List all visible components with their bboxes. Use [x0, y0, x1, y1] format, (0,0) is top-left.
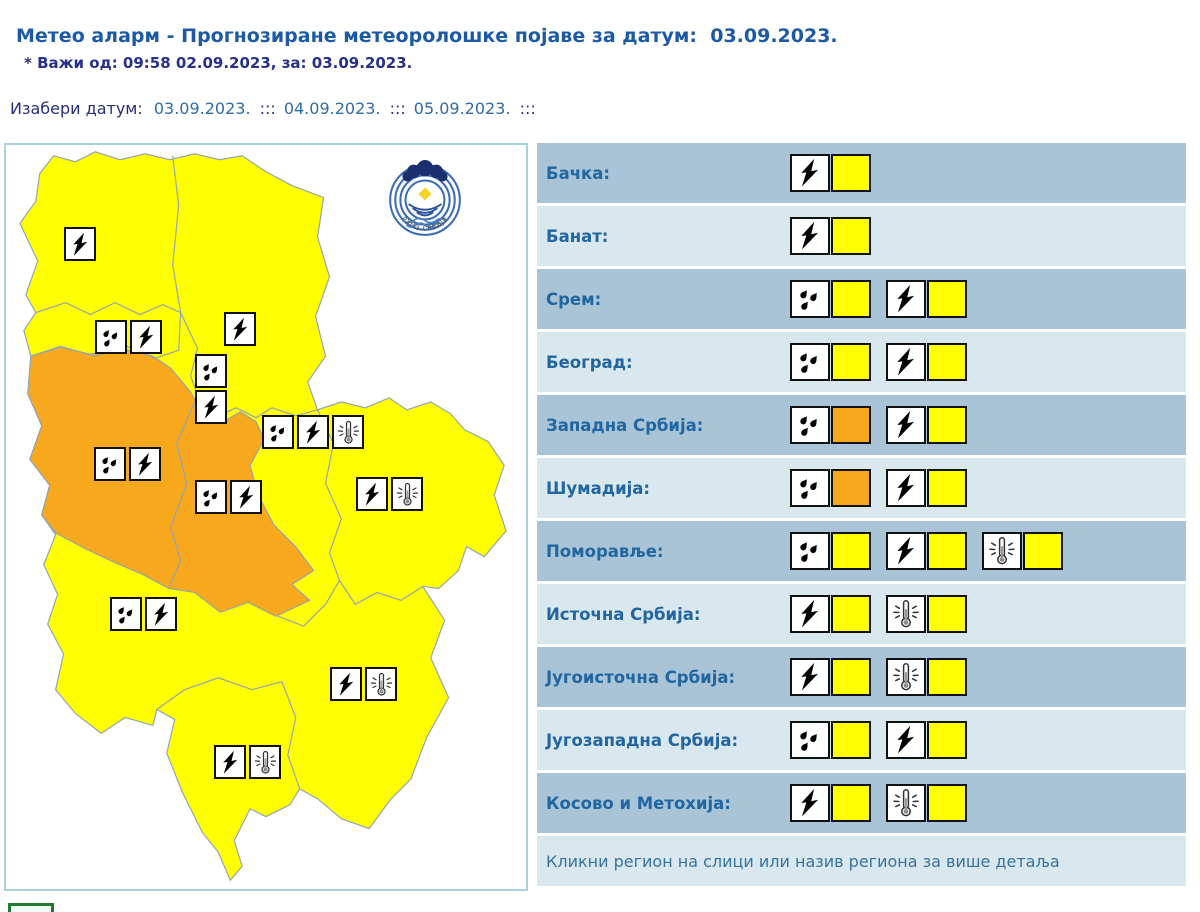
warning-icons — [790, 143, 871, 203]
warning-level-box-yellow — [927, 280, 967, 318]
region-link-zapadna[interactable]: Западна Србија: — [546, 415, 704, 435]
warning-icon-box — [886, 469, 926, 507]
map-icon-box — [64, 227, 96, 261]
region-row-pomoravlje — [537, 521, 1186, 581]
warning-rain-yellow — [790, 280, 871, 318]
rain-icon — [795, 284, 825, 314]
warning-thunderstorm-yellow — [886, 280, 967, 318]
thunderstorm-icon — [891, 473, 921, 503]
legend-box-partial — [8, 903, 54, 912]
thunderstorm-icon — [795, 599, 825, 629]
warning-rain-yellow — [790, 721, 871, 759]
region-row-backa — [537, 143, 1186, 203]
date-links — [148, 99, 538, 118]
map-marker-Западна Србија[interactable] — [94, 447, 161, 481]
warning-thunderstorm-yellow — [790, 658, 871, 696]
warning-icon-box — [790, 217, 830, 255]
warning-level-box-yellow — [927, 721, 967, 759]
region-row-srem — [537, 269, 1186, 329]
thunderstorm-icon — [301, 420, 326, 445]
map-icon-box — [195, 480, 227, 514]
map-icon-box — [297, 415, 329, 449]
thunderstorm-icon — [891, 347, 921, 377]
warning-level-box-yellow — [927, 595, 967, 633]
warning-high-temperature-yellow — [886, 784, 967, 822]
warning-icons — [790, 584, 967, 644]
map-icon-box — [145, 597, 177, 631]
page-title: Метео аларм - Прогнозиране метеоролошке појаве за датум: 03.09.2023. — [16, 24, 838, 47]
region-link-jugoistocna[interactable]: Југоисточна Србија: — [546, 667, 736, 687]
region-link-backa[interactable]: Бачка: — [546, 163, 610, 183]
date-link[interactable]: 03.09.2023. — [153, 99, 251, 118]
warning-icons — [790, 206, 871, 266]
warning-level-box-yellow — [831, 343, 871, 381]
thunderstorm-icon — [795, 788, 825, 818]
map-icon-box — [195, 354, 227, 388]
warning-thunderstorm-yellow — [790, 154, 871, 192]
warning-thunderstorm-yellow — [886, 343, 967, 381]
thunderstorm-icon — [199, 395, 224, 420]
warning-icons — [790, 458, 967, 518]
rain-icon — [795, 347, 825, 377]
warning-level-box-orange — [831, 469, 871, 507]
warning-icon-box — [790, 280, 830, 318]
warning-icons — [790, 710, 967, 770]
date-separator: ::: — [514, 99, 536, 118]
warning-level-box-yellow — [927, 406, 967, 444]
date-link[interactable]: 05.09.2023. — [413, 99, 511, 118]
warning-level-box-yellow — [831, 595, 871, 633]
warning-icons — [790, 773, 967, 833]
rain-icon — [114, 602, 139, 627]
thunderstorm-icon — [795, 221, 825, 251]
map-marker-Косово и Метохија[interactable] — [214, 745, 281, 779]
warning-icon-box — [790, 406, 830, 444]
map-marker-Југоисточна Србија[interactable] — [330, 667, 397, 701]
region-row-jugozapadna — [537, 710, 1186, 770]
warning-thunderstorm-yellow — [886, 406, 967, 444]
map-icon-box — [214, 745, 246, 779]
date-separator: ::: — [384, 99, 406, 118]
thunderstorm-icon — [360, 482, 385, 507]
map-marker-Југозападна Србија[interactable] — [110, 597, 177, 631]
warning-level-box-yellow — [927, 532, 967, 570]
map-icon-box — [332, 415, 364, 449]
region-link-beograd[interactable]: Београд: — [546, 352, 633, 372]
region-row-zapadna — [537, 395, 1186, 455]
map-icon-box — [230, 480, 262, 514]
map-icon-box — [391, 477, 423, 511]
warning-level-box-orange — [831, 406, 871, 444]
map-marker-Београд[interactable] — [195, 354, 227, 388]
thunderstorm-icon — [891, 410, 921, 440]
region-link-srem[interactable]: Срем: — [546, 289, 602, 309]
high-temperature-icon — [253, 750, 278, 775]
warning-level-box-yellow — [831, 658, 871, 696]
map-icon-box — [130, 320, 162, 354]
map-icon-box — [356, 477, 388, 511]
map-icon-box — [249, 745, 281, 779]
warning-level-box-yellow — [927, 469, 967, 507]
high-temperature-icon — [336, 420, 361, 445]
warning-icon-box — [886, 658, 926, 696]
rain-icon — [795, 410, 825, 440]
rhmz-logo — [384, 159, 466, 241]
date-picker-label: Изабери датум: — [10, 99, 143, 118]
date-link[interactable]: 04.09.2023. — [283, 99, 381, 118]
region-row-istocna — [537, 584, 1186, 644]
high-temperature-icon — [395, 482, 420, 507]
warning-rain-orange — [790, 406, 871, 444]
region-row-banat — [537, 206, 1186, 266]
rain-icon — [266, 420, 291, 445]
warning-thunderstorm-yellow — [790, 784, 871, 822]
thunderstorm-icon — [218, 750, 243, 775]
warning-icon-box — [790, 469, 830, 507]
warning-icon-box — [886, 280, 926, 318]
map-marker-Шумадија[interactable] — [195, 480, 262, 514]
thunderstorm-icon — [149, 602, 174, 627]
date-separator: ::: — [254, 99, 276, 118]
map-icon-box — [224, 312, 256, 346]
warning-high-temperature-yellow — [886, 658, 967, 696]
thunderstorm-icon — [795, 662, 825, 692]
warning-icon-box — [790, 532, 830, 570]
rain-icon — [795, 725, 825, 755]
warning-rain-yellow — [790, 343, 871, 381]
warning-thunderstorm-yellow — [790, 217, 871, 255]
date-picker — [10, 99, 538, 118]
warning-icons — [790, 647, 967, 707]
warning-icons — [790, 269, 967, 329]
warning-level-box-yellow — [927, 658, 967, 696]
warning-icons — [790, 332, 967, 392]
region-link-kosovo[interactable]: Косово и Метохија: — [546, 793, 731, 813]
region-link-sumadija[interactable]: Шумадија: — [546, 478, 651, 498]
warning-level-box-yellow — [927, 784, 967, 822]
region-link-pomoravlje[interactable]: Поморавље: — [546, 541, 664, 561]
warning-icons — [790, 395, 967, 455]
warning-icon-box — [982, 532, 1022, 570]
region-link-jugozapadna[interactable]: Југозападна Србија: — [546, 730, 739, 750]
rain-icon — [795, 536, 825, 566]
map-icon-box — [94, 447, 126, 481]
warning-icon-box — [790, 658, 830, 696]
region-row-jugoistocna — [537, 647, 1186, 707]
warning-icon-box — [790, 784, 830, 822]
thunderstorm-icon — [134, 325, 159, 350]
map-icon-box — [95, 320, 127, 354]
region-warning-table — [537, 143, 1186, 886]
table-footer-note: Кликни регион на слици или назив региона за више детаља — [537, 836, 1186, 886]
serbia-map[interactable] — [4, 143, 528, 891]
high-temperature-icon — [987, 536, 1017, 566]
region-link-banat[interactable]: Банат: — [546, 226, 609, 246]
warning-level-box-yellow — [831, 532, 871, 570]
rain-icon — [99, 325, 124, 350]
map-icon-box — [365, 667, 397, 701]
warning-thunderstorm-yellow — [790, 595, 871, 633]
thunderstorm-icon — [234, 485, 259, 510]
thunderstorm-icon — [133, 452, 158, 477]
warning-icon-box — [790, 721, 830, 759]
thunderstorm-icon — [68, 232, 93, 257]
map-icon-box — [262, 415, 294, 449]
map-marker-Срем[interactable] — [95, 320, 162, 354]
rain-icon — [199, 485, 224, 510]
warning-high-temperature-yellow — [982, 532, 1063, 570]
region-row-beograd — [537, 332, 1186, 392]
high-temperature-icon — [891, 599, 921, 629]
rain-icon — [98, 452, 123, 477]
map-marker-Банат[interactable] — [224, 312, 256, 346]
warning-icon-box — [886, 532, 926, 570]
warning-icon-box — [790, 595, 830, 633]
rain-icon — [199, 359, 224, 384]
thunderstorm-icon — [334, 672, 359, 697]
map-icon-box — [129, 447, 161, 481]
warning-thunderstorm-yellow — [886, 469, 967, 507]
map-marker-Бачка[interactable] — [64, 227, 96, 261]
map-icon-box — [195, 390, 227, 424]
map-marker-Поморавље[interactable] — [262, 415, 364, 449]
warning-level-box-yellow — [927, 343, 967, 381]
thunderstorm-icon — [891, 284, 921, 314]
warning-level-box-yellow — [831, 154, 871, 192]
high-temperature-icon — [891, 662, 921, 692]
high-temperature-icon — [891, 788, 921, 818]
high-temperature-icon — [369, 672, 394, 697]
warning-level-box-yellow — [831, 280, 871, 318]
validity-note: * Важи од: 09:58 02.09.2023, за: 03.09.2023. — [24, 54, 413, 72]
map-marker-Источна Србија[interactable] — [356, 477, 423, 511]
thunderstorm-icon — [228, 317, 253, 342]
warning-level-box-yellow — [831, 721, 871, 759]
region-link-istocna[interactable]: Источна Србија: — [546, 604, 701, 624]
warning-icon-box — [790, 154, 830, 192]
svg-text:РХМЗ СРБИЈЕ: РХМЗ СРБИЈЕ — [400, 215, 450, 233]
thunderstorm-icon — [891, 725, 921, 755]
warning-thunderstorm-yellow — [886, 721, 967, 759]
warning-icon-box — [886, 595, 926, 633]
map-icon-box — [330, 667, 362, 701]
warning-level-box-yellow — [831, 217, 871, 255]
warning-icon-box — [886, 343, 926, 381]
warning-icons — [790, 521, 1063, 581]
region-row-sumadija — [537, 458, 1186, 518]
warning-icon-box — [886, 721, 926, 759]
rain-icon — [795, 473, 825, 503]
region-row-kosovo — [537, 773, 1186, 833]
thunderstorm-icon — [795, 158, 825, 188]
warning-rain-orange — [790, 469, 871, 507]
warning-icon-box — [790, 343, 830, 381]
warning-icon-box — [886, 784, 926, 822]
map-icon-box — [110, 597, 142, 631]
warning-level-box-yellow — [831, 784, 871, 822]
warning-thunderstorm-yellow — [886, 532, 967, 570]
thunderstorm-icon — [891, 536, 921, 566]
warning-high-temperature-yellow — [886, 595, 967, 633]
warning-icon-box — [886, 406, 926, 444]
warning-level-box-yellow — [1023, 532, 1063, 570]
map-marker-Београд[interactable] — [195, 390, 227, 424]
warning-rain-yellow — [790, 532, 871, 570]
